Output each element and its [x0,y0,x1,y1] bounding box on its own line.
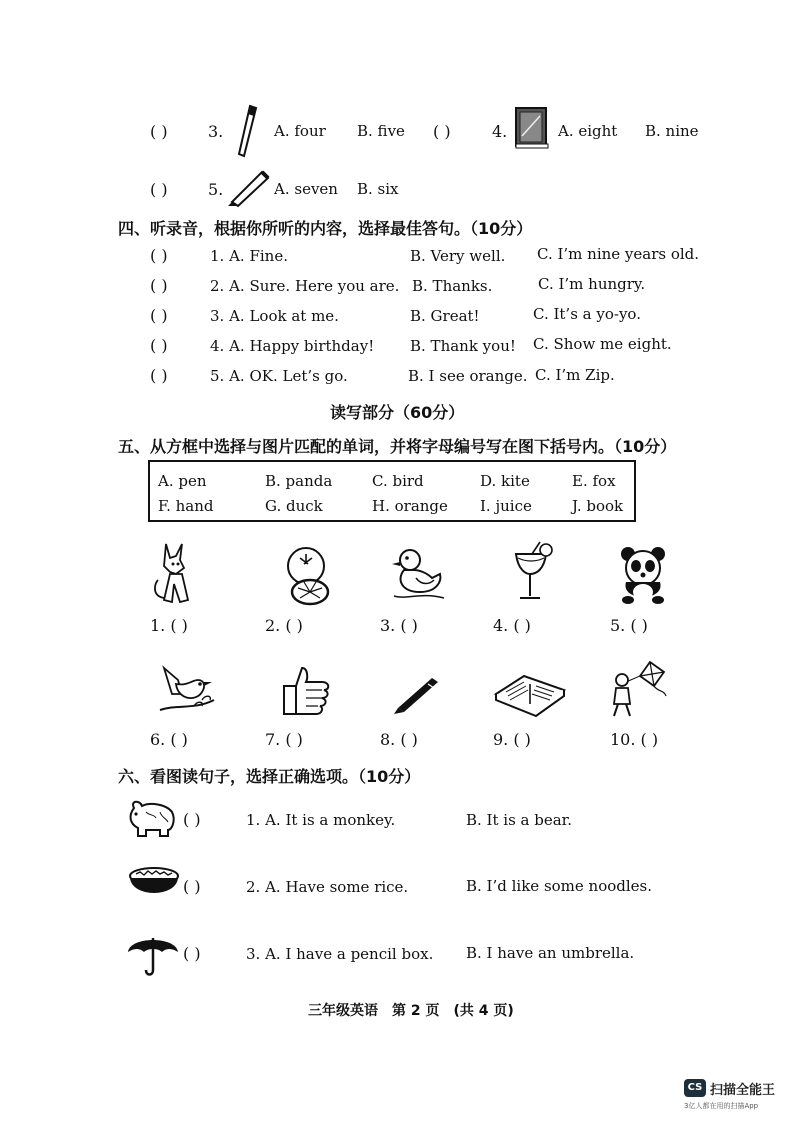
word-option: D. kite [480,472,530,490]
option-c: C. I’m Zip. [535,366,615,384]
bear-icon [126,798,178,838]
option-c: C. I’m hungry. [538,275,646,293]
option-a: A. four [274,122,326,140]
answer-paren: ( ) [150,246,168,265]
answer-paren: ( ) [150,336,168,355]
word-option: I. juice [480,497,532,515]
picture-answer: 1. ( ) [150,616,188,635]
word-option: A. pen [158,472,207,490]
orange-icon [284,544,334,608]
option-a: 1. A. Fine. [210,247,288,265]
answer-paren: ( ) [150,366,168,385]
option-b: B. Thank you! [410,337,516,355]
option-c: C. Show me eight. [533,335,672,353]
picture-answer: 6. ( ) [150,730,188,749]
question-number: 3. [208,122,224,141]
juice-icon [510,540,556,604]
ruler-icon [234,104,262,160]
option-a: 3. A. Look at me. [210,307,339,325]
hand-icon [282,664,334,716]
section-4-title: 四、听录音，根据你所听的内容，选择最佳答句。（10分） [118,219,533,238]
question-number: 5. [208,180,224,199]
option-a: A. eight [558,122,618,140]
option-a: 2. A. Sure. Here you are. [210,277,400,295]
answer-paren: ( ) [183,944,201,963]
book-icon [514,106,550,150]
picture-answer: 9. ( ) [493,730,531,749]
umbrella-icon [126,930,180,976]
word-option: E. fox [572,472,616,490]
option-a: 1. A. It is a monkey. [246,811,396,829]
book-icon [494,664,566,720]
section-6-title: 六、看图读句子，选择正确选项。（10分） [118,767,421,786]
option-b: B. nine [645,122,699,140]
reading-writing-heading: 读写部分（60分） [330,403,465,422]
word-option: J. book [572,497,624,515]
option-c: C. I’m nine years old. [537,245,700,263]
option-a: 3. A. I have a pencil box. [246,945,434,963]
option-b: B. I have an umbrella. [466,944,635,962]
word-option: C. bird [372,472,424,490]
pencil-icon [226,166,270,206]
option-b: B. I’d like some noodles. [466,877,653,895]
word-box [148,460,636,522]
camscanner-logo-icon: CS [684,1079,706,1097]
option-b: B. It is a bear. [466,811,572,829]
picture-answer: 4. ( ) [493,616,531,635]
option-b: B. Very well. [410,247,506,265]
option-a: A. seven [274,180,338,198]
answer-paren: ( ) [183,877,201,896]
option-b: B. five [357,122,405,140]
question-number: 4. [492,122,508,141]
picture-answer: 10. ( ) [610,730,659,749]
answer-paren: ( ) [150,276,168,295]
bird-icon [158,660,216,718]
option-b: B. six [357,180,399,198]
option-c: C. It’s a yo-yo. [533,305,641,323]
word-option: B. panda [265,472,333,490]
option-a: 5. A. OK. Let’s go. [210,367,348,385]
picture-answer: 8. ( ) [380,730,418,749]
watermark-subtitle: 3亿人都在用的扫描App [684,1102,759,1110]
section-5-title: 五、从方框中选择与图片匹配的单词，并将字母编号写在图下括号内。（10分） [118,437,677,456]
word-option: G. duck [265,497,323,515]
picture-answer: 5. ( ) [610,616,648,635]
watermark-name: 扫描全能王 [710,1083,776,1098]
option-b: B. Thanks. [412,277,493,295]
option-b: B. I see orange. [408,367,528,385]
answer-paren: ( ) [433,122,451,141]
picture-answer: 3. ( ) [380,616,418,635]
rice-bowl-icon [126,866,182,902]
answer-paren: ( ) [150,122,168,141]
option-a: 4. A. Happy birthday! [210,337,375,355]
answer-paren: ( ) [183,810,201,829]
word-option: F. hand [158,497,214,515]
duck-icon [390,546,448,602]
answer-paren: ( ) [150,180,168,199]
kite-icon [608,660,670,720]
fox-icon [148,540,204,608]
option-b: B. Great! [410,307,480,325]
page-footer: 三年级英语 第 2 页 (共 4 页) [308,1003,514,1019]
pen-icon [390,670,442,714]
picture-answer: 7. ( ) [265,730,303,749]
option-a: 2. A. Have some rice. [246,878,409,896]
panda-icon [616,544,670,606]
word-option: H. orange [372,497,448,515]
answer-paren: ( ) [150,306,168,325]
picture-answer: 2. ( ) [265,616,303,635]
